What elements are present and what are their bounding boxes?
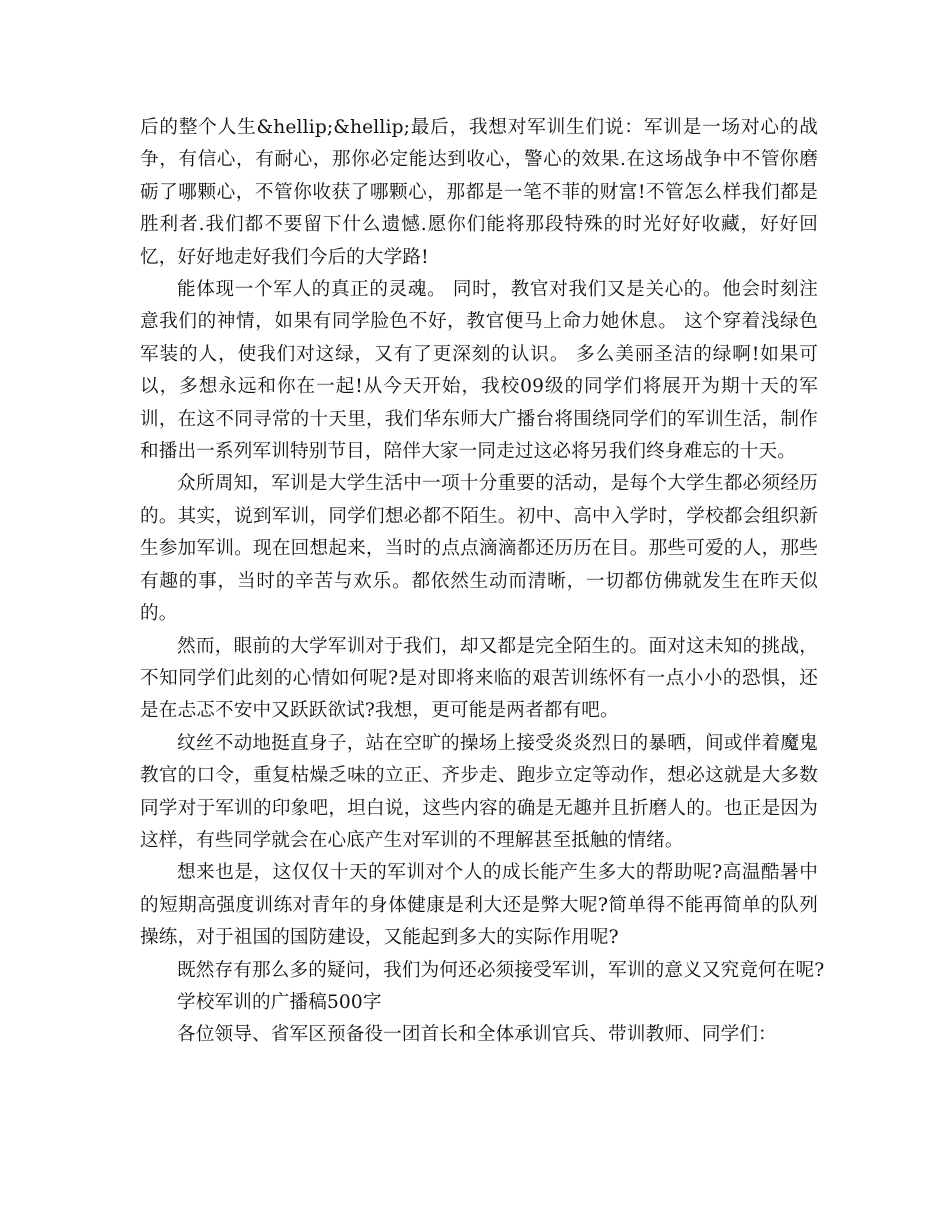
paragraph-common-knowledge: 众所周知，军训是大学生活中一项十分重要的活动，是每个大学生都必须经历的。其实，说到军训，同学们想必都不陌生。初中、高中入学时，学校都会组织新生参加军训。现在回想起来，当时的点点滴滴都还历历在目。那些可爱的人，那些有趣的事，当时的辛苦与欢乐。都依然生动而清晰，一切都仿佛就发生在昨天似的。: [140, 473, 818, 625]
paragraph-meaning-question: 既然存有那么多的疑问，我们为何还必须接受军训，军训的意义又究竟何在呢?: [177, 959, 825, 981]
section-heading: 学校军训的广播稿500字: [177, 991, 382, 1013]
paragraph-training-impression: 纹丝不动地挺直身子，站在空旷的操场上接受炎炎烈日的暴晒，间或伴着魔鬼教官的口令，重复枯燥乏味的立正、齐步走、跑步立定等动作，想必这就是大多数同学对于军训的印象吧，坦白说，这些内容的确是无趣并且折磨人的。也正是因为这样，有些同学就会在心底产生对军训的不理解甚至抵触的情绪。: [140, 732, 818, 851]
salutation-line: 各位领导、省军区预备役一团首长和全体承训官兵、带训教师、同学们：: [177, 1024, 777, 1046]
paragraph-unknown-challenge: 然而，眼前的大学军训对于我们，却又都是完全陌生的。面对这未知的挑战，不知同学们此刻的心情如何呢?是对即将来临的艰苦训练怀有一点小小的恐惧，还是在忐忑不安中又跃跃欲试?我想，更可能是两者都有吧。: [140, 635, 818, 722]
paragraph-continuation: 后的整个人生&hellip;&hellip;最后，我想对军训生们说：军训是一场对心的战争，有信心，有耐心，那你必定能达到收心，警心的效果.在这场战争中不管你磨砺了哪颗心，不管你收获了哪颗心，那都是一笔不菲的财富!不管怎么样我们都是胜利者.我们都不要留下什么遗憾.愿你们能将那段特殊的时光好好收藏，好好回忆，好好地走好我们今后的大学路!: [140, 117, 818, 268]
document-body: [140, 112, 825, 1052]
paragraph-instructor: 能体现一个军人的真正的灵魂。 同时，教官对我们又是关心的。他会时刻注意我们的神情，如果有同学脸色不好，教官便马上命力她休息。 这个穿着浅绿色军装的人，使我们对这绿，又有了更深刻的认识。 多么美丽圣洁的绿啊!如果可以，多想永远和你在一起!从今天开始，我校09级的同学们将展开为期十天的军训，在这不同寻常的十天里，我们华东师大广播台将围绕同学们的军训生活，制作和播出一系列军训特别节目，陪伴大家一同走过这必将另我们终身难忘的十天。: [140, 279, 818, 463]
paragraph-questions: 想来也是，这仅仅十天的军训对个人的成长能产生多大的帮助呢?高温酷暑中的短期高强度训练对青年的身体健康是利大还是弊大呢?简单得不能再简单的队列操练，对于祖国的国防建设，又能起到多大的实际作用呢?: [140, 862, 818, 949]
